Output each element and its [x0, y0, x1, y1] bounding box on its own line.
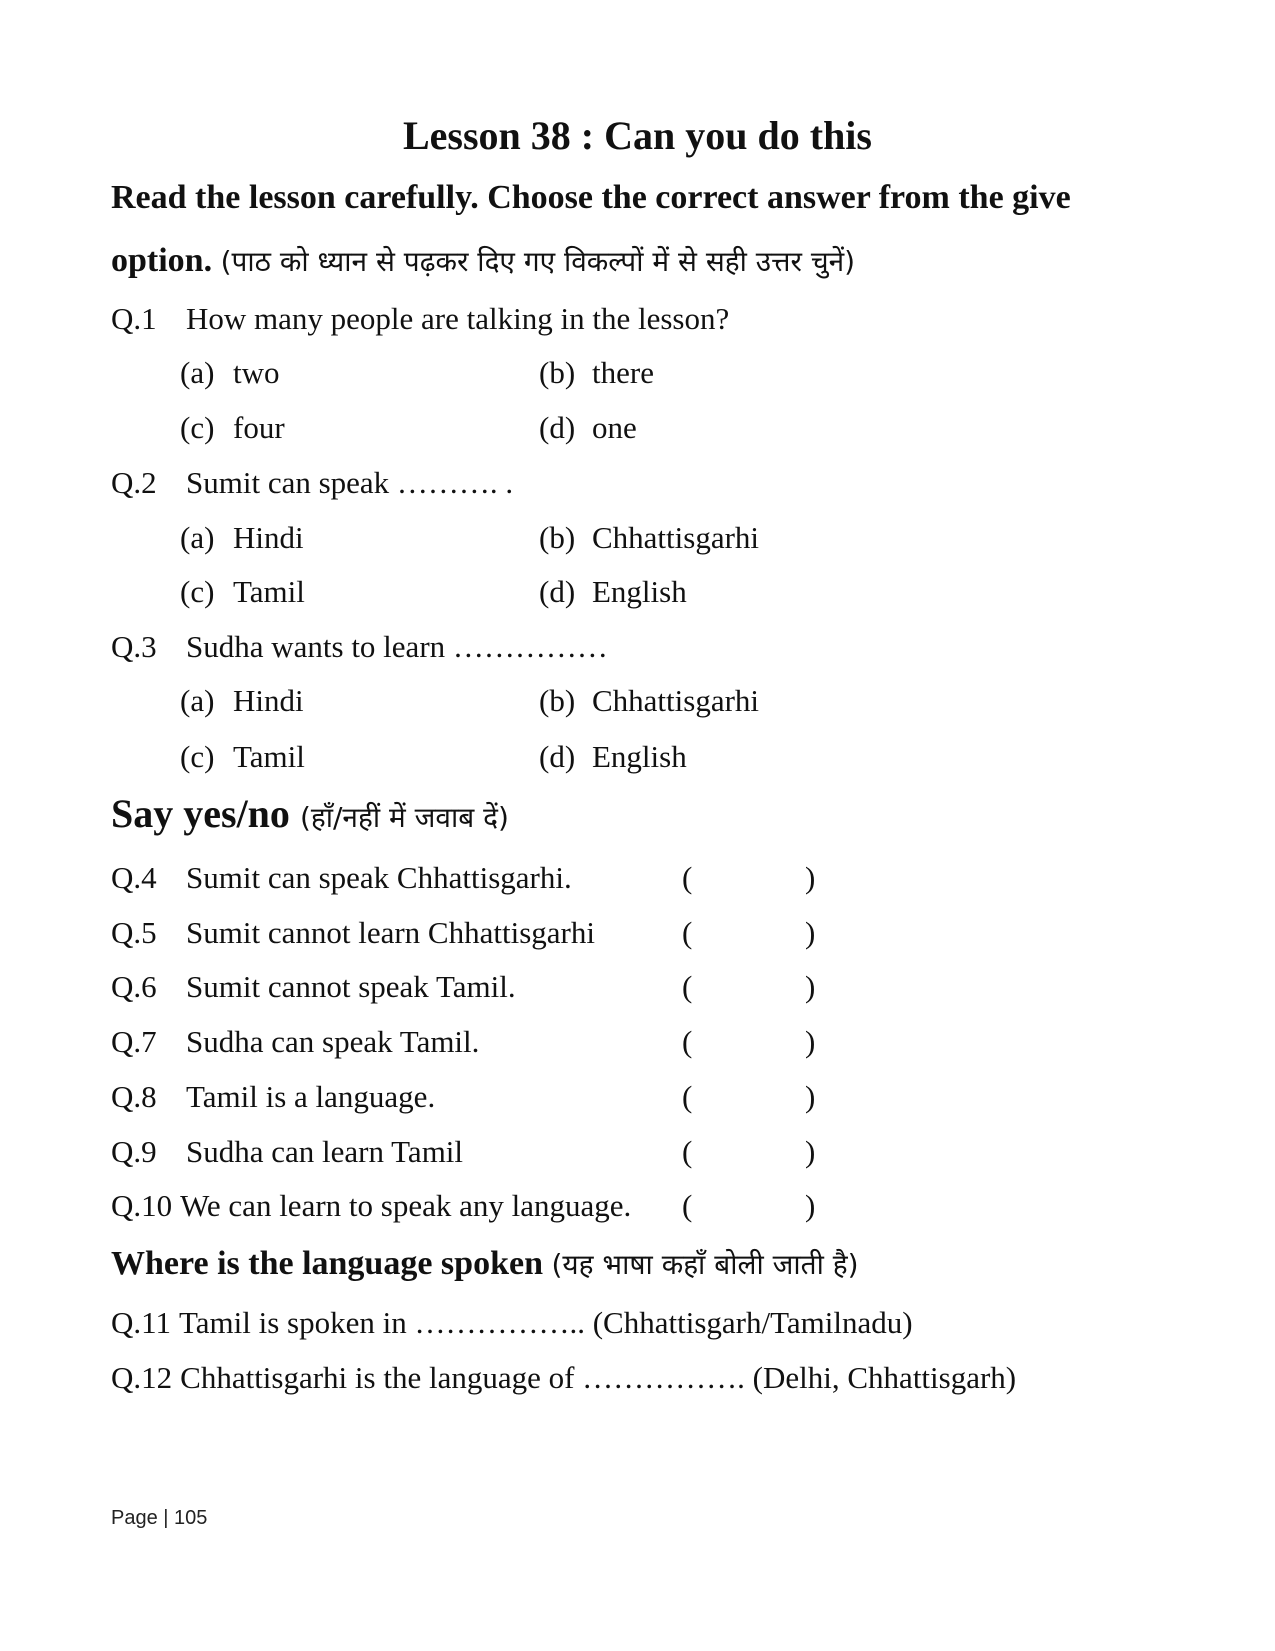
option-text: Chhattisgarhi — [592, 520, 760, 555]
answer-open-paren: ( — [682, 1188, 693, 1223]
answer-close-paren: ) — [805, 1079, 816, 1114]
option-letter: (d) — [539, 739, 576, 774]
question-text: Sumit can speak ………. . — [186, 465, 514, 500]
answer-close-paren: ) — [805, 860, 816, 895]
question-text: How many people are talking in the lesson? — [186, 301, 730, 336]
question-8 — [111, 1077, 435, 1117]
answer-close-paren: ) — [805, 1188, 816, 1223]
question-number: Q.3 — [111, 629, 157, 664]
option-letter: (a) — [180, 355, 215, 390]
option-3b — [539, 681, 759, 721]
question-10 — [111, 1186, 631, 1226]
question-text: Sumit cannot learn Chhattisgarhi — [186, 915, 595, 950]
option-letter: (b) — [539, 520, 576, 555]
option-letter: (b) — [539, 355, 576, 390]
question-5 — [111, 913, 595, 953]
option-letter: (a) — [180, 683, 215, 718]
question-number: Q.6 — [111, 969, 157, 1004]
instruction-heading-hindi: (पाठ को ध्यान से पढ़कर दिए गए विकल्पों में से सही उत्तर चुनें) — [220, 245, 856, 278]
answer-close-paren: ) — [805, 915, 816, 950]
question-number: Q.10 — [111, 1188, 173, 1223]
question-1 — [111, 299, 729, 339]
language-spoken-heading-text: Where is the language spoken — [111, 1245, 543, 1282]
language-spoken-heading — [111, 1243, 859, 1286]
question-number: Q.7 — [111, 1024, 157, 1059]
question-text: We can learn to speak any language. — [180, 1188, 632, 1223]
option-letter: (d) — [539, 410, 576, 445]
question-text: Sudha can learn Tamil — [186, 1134, 464, 1169]
question-number: Q.5 — [111, 915, 157, 950]
question-number: Q.9 — [111, 1134, 157, 1169]
answer-open-paren: ( — [682, 1024, 693, 1059]
option-letter: (c) — [180, 574, 215, 609]
question-12 — [111, 1358, 1016, 1398]
option-letter: (d) — [539, 574, 576, 609]
option-2c — [180, 572, 305, 612]
option-1c — [180, 408, 285, 448]
question-text: Chhattisgarhi is the language of ……………. (Delhi, Chhattisgarh) — [180, 1360, 1017, 1395]
question-number: Q.11 — [111, 1305, 171, 1340]
option-text: Tamil — [233, 739, 305, 774]
option-text: two — [233, 355, 280, 390]
question-3 — [111, 627, 608, 667]
option-letter: (b) — [539, 683, 576, 718]
question-text: Sumit can speak Chhattisgarhi. — [186, 860, 572, 895]
yes-no-heading-hindi: (हाँ/नहीं में जवाब दें) — [299, 801, 509, 834]
instruction-heading-line2 — [111, 240, 855, 283]
yes-no-heading — [111, 793, 509, 839]
option-text: four — [233, 410, 285, 445]
question-text: Sudha wants to learn …………… — [186, 629, 608, 664]
option-3d — [539, 737, 687, 777]
question-9 — [111, 1132, 463, 1172]
option-text: Tamil — [233, 574, 305, 609]
option-text: one — [592, 410, 637, 445]
option-text: Hindi — [233, 683, 304, 718]
option-1a — [180, 353, 280, 393]
question-6 — [111, 967, 516, 1007]
question-4 — [111, 858, 572, 898]
option-letter: (c) — [180, 410, 215, 445]
question-number: Q.1 — [111, 301, 157, 336]
option-letter: (a) — [180, 520, 215, 555]
option-1d — [539, 408, 637, 448]
option-1b — [539, 353, 654, 393]
answer-close-paren: ) — [805, 1024, 816, 1059]
option-letter: (c) — [180, 739, 215, 774]
option-2d — [539, 572, 687, 612]
answer-open-paren: ( — [682, 860, 693, 895]
option-3a — [180, 681, 304, 721]
language-spoken-heading-hindi: (यह भाषा कहाँ बोली जाती है) — [551, 1248, 859, 1281]
option-text: Hindi — [233, 520, 304, 555]
option-text: English — [592, 739, 687, 774]
question-number: Q.4 — [111, 860, 157, 895]
option-text: Chhattisgarhi — [592, 683, 760, 718]
page-number: Page | 105 — [111, 1507, 208, 1529]
answer-open-paren: ( — [682, 969, 693, 1004]
question-text: Sumit cannot speak Tamil. — [186, 969, 516, 1004]
answer-open-paren: ( — [682, 1134, 693, 1169]
question-number: Q.2 — [111, 465, 157, 500]
instruction-heading-line1: Read the lesson carefully. Choose the correct answer from the give — [111, 179, 1071, 216]
answer-open-paren: ( — [682, 1079, 693, 1114]
yes-no-heading-text: Say yes/no — [111, 791, 290, 836]
answer-close-paren: ) — [805, 969, 816, 1004]
option-2a — [180, 518, 304, 558]
option-3c — [180, 737, 305, 777]
question-number: Q.12 — [111, 1360, 173, 1395]
option-2b — [539, 518, 759, 558]
question-2 — [111, 463, 513, 503]
option-text: English — [592, 574, 687, 609]
question-11 — [111, 1303, 913, 1343]
question-text: Tamil is spoken in …………….. (Chhattisgarh/Tamilnadu) — [179, 1305, 913, 1340]
question-text: Tamil is a language. — [186, 1079, 436, 1114]
option-text: there — [592, 355, 654, 390]
answer-open-paren: ( — [682, 915, 693, 950]
question-7 — [111, 1022, 479, 1062]
question-text: Sudha can speak Tamil. — [186, 1024, 480, 1059]
page-title: Lesson 38 : Can you do this — [402, 113, 872, 158]
instruction-heading-option: option. — [111, 242, 213, 279]
question-number: Q.8 — [111, 1079, 157, 1114]
answer-close-paren: ) — [805, 1134, 816, 1169]
